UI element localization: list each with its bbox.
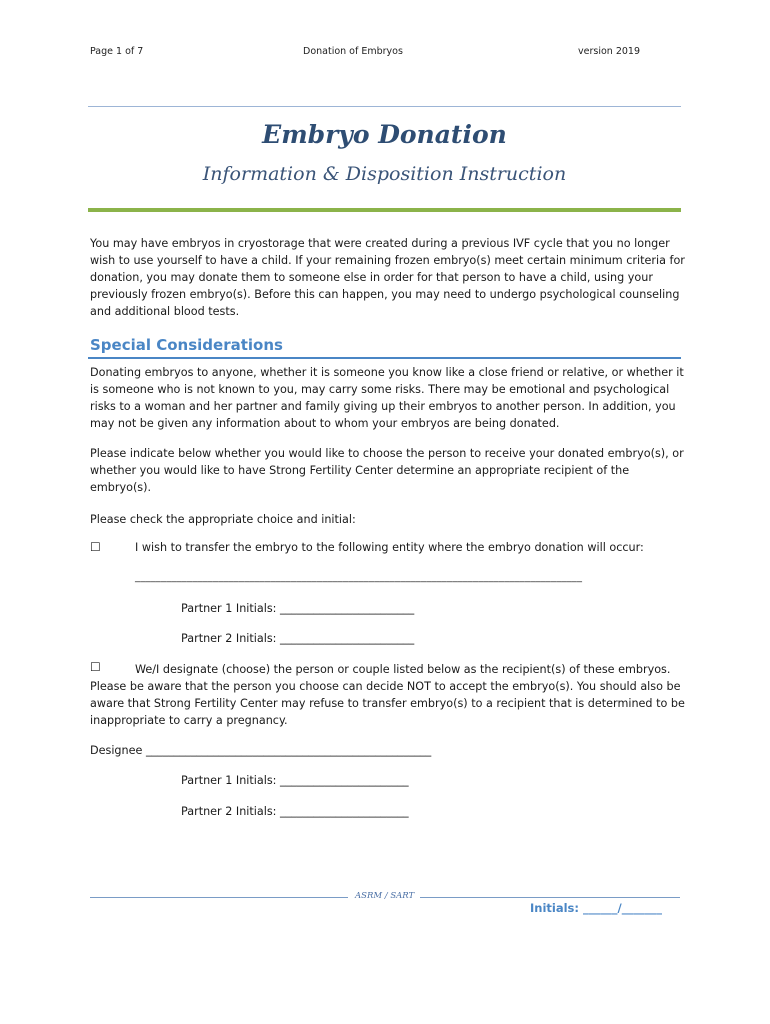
header-doc-title: Donation of Embryos bbox=[303, 46, 403, 57]
section-heading: Special Considerations bbox=[90, 336, 283, 354]
header-version: version 2019 bbox=[578, 46, 640, 57]
option1-partner2-initials[interactable]: Partner 2 Initials: ________________________ bbox=[181, 632, 415, 645]
page-number: Page 1 of 7 bbox=[90, 46, 144, 57]
designee-field[interactable]: Designee ___________________________________________________ bbox=[90, 744, 432, 757]
footer-divider-left bbox=[90, 897, 348, 898]
title-divider bbox=[88, 208, 681, 212]
page-title: Embryo Donation bbox=[262, 120, 507, 149]
intro-paragraph: You may have embryos in cryostorage that were created during a previous IVF cycle that you no longer wish to use yourself to have a child. If your remaining frozen embryo(s) meet certain minimum criteria for donation, you may donate them to someone else in order for that person to have a child, using your previously frozen embryo(s). Before this can happen, you may need to undergo psychological counseling and additional blood tests. bbox=[90, 237, 685, 318]
footer-initials-field[interactable]: Initials: ______/_______ bbox=[530, 901, 662, 915]
option1-checkbox[interactable]: ☐ bbox=[90, 540, 101, 554]
option1-entity-field[interactable]: ______________________________________________________________________________________ bbox=[135, 572, 583, 583]
considerations-paragraph: Donating embryos to anyone, whether it is someone you know like a close friend or relative, or whether it is someone who is not known to you, may carry some risks. There may be emotional and psychological risks to a woman and her partner and family giving up their embryos to another person. In addition, you may not be given any information about to whom your embryos are being donated. bbox=[90, 366, 684, 430]
option2-partner2-initials[interactable]: Partner 2 Initials: _______________________ bbox=[181, 805, 409, 818]
option2-text: We/I designate (choose) the person or couple listed below as the recipient(s) of these embryos. Please be aware that the person you choose can decide NOT to accept the embryo(s). You should also be aware that Strong Fertility Center may refuse to transfer embryo(s) to a recipient that is determined to be inappropriate to carry a pregnancy. bbox=[90, 663, 685, 727]
page-subtitle: Information & Disposition Instruction bbox=[202, 163, 567, 185]
option2-partner1-initials[interactable]: Partner 1 Initials: _______________________ bbox=[181, 774, 409, 787]
option2-checkbox[interactable]: ☐ bbox=[90, 660, 101, 674]
footer-divider-right bbox=[420, 897, 680, 898]
footer-label: ASRM / SART bbox=[355, 891, 415, 901]
section-divider bbox=[88, 357, 681, 359]
header-divider bbox=[88, 106, 681, 107]
check-instruction: Please check the appropriate choice and initial: bbox=[90, 513, 356, 526]
option1-text: I wish to transfer the embryo to the following entity where the embryo donation will occur: bbox=[135, 541, 644, 554]
indicate-paragraph: Please indicate below whether you would like to choose the person to receive your donated embryo(s), or whether you would like to have Strong Fertility Center determine an appropriate recipient of the embryo(s). bbox=[90, 447, 684, 494]
option1-partner1-initials[interactable]: Partner 1 Initials: ________________________ bbox=[181, 602, 415, 615]
